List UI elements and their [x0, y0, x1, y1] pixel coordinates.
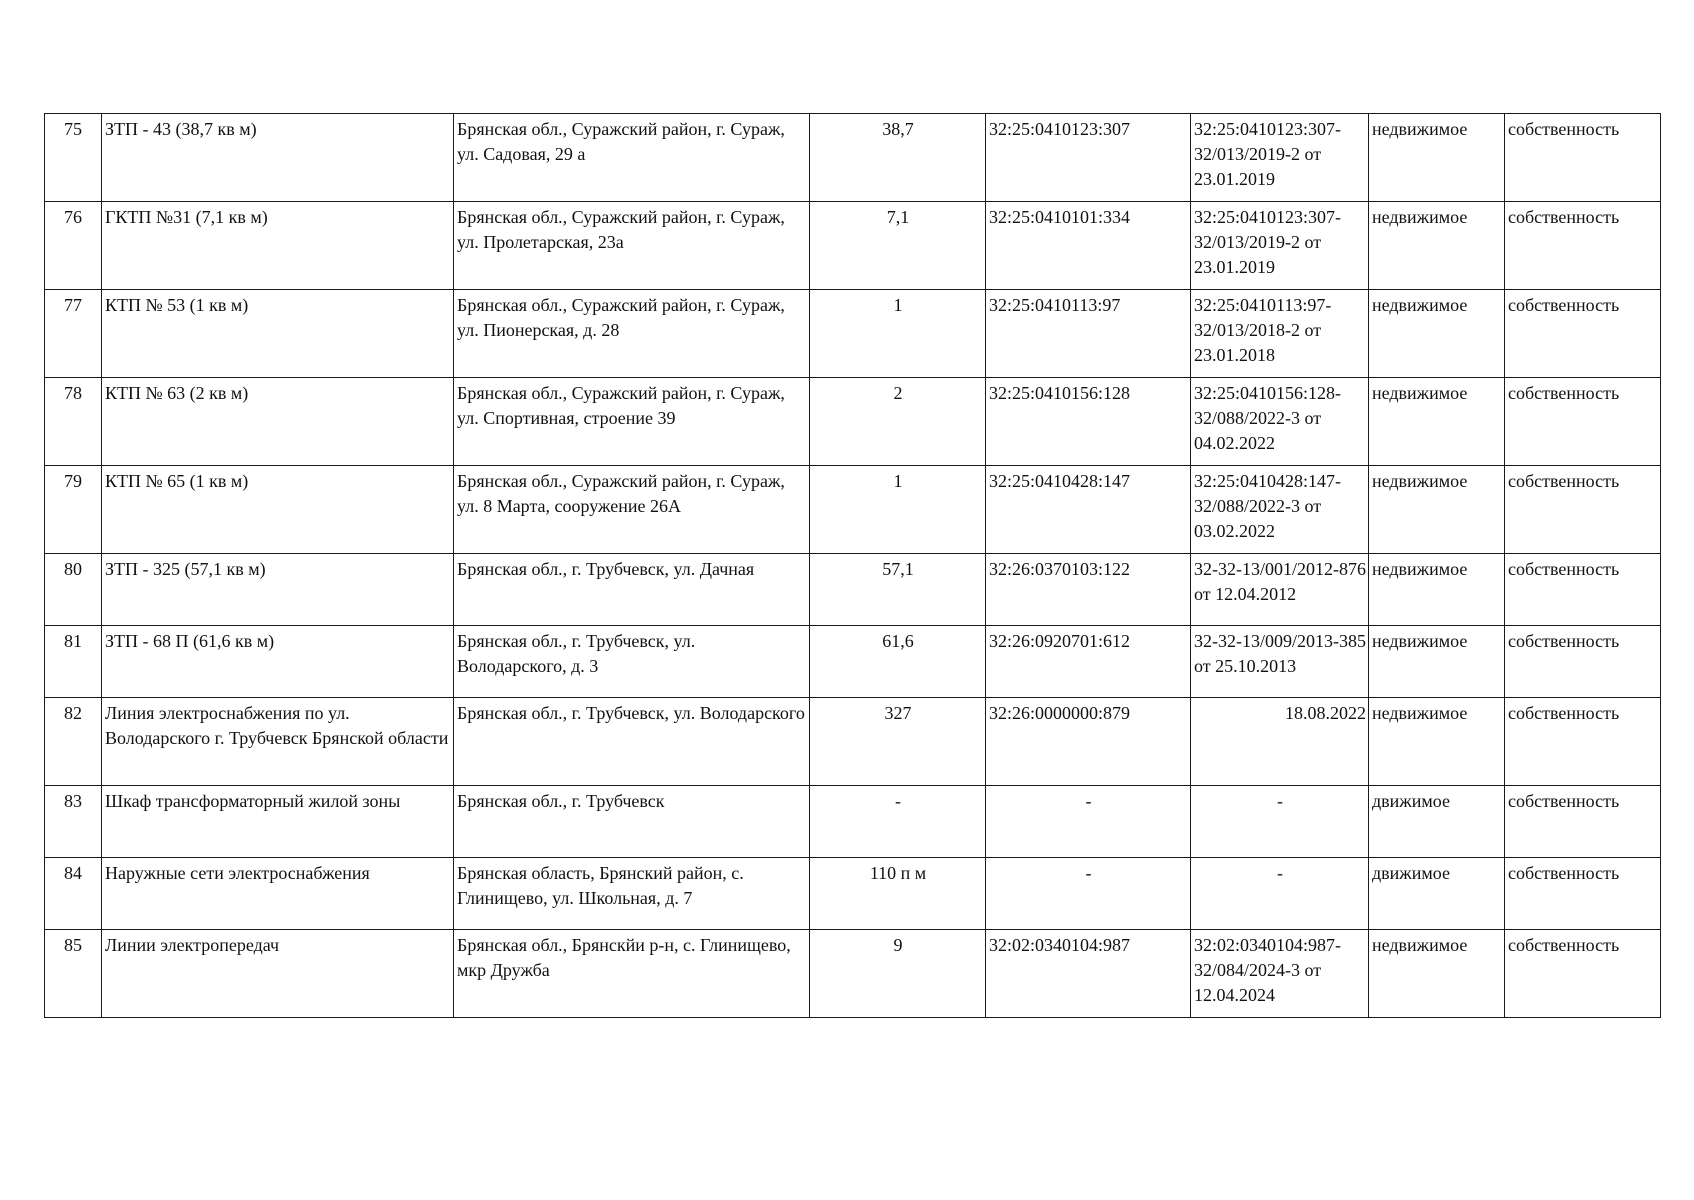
cadastral-number-cell: 32:26:0370103:122 — [986, 554, 1191, 626]
cadastral-number-cell: - — [986, 786, 1191, 858]
object-name-cell: Наружные сети электроснабжения — [102, 858, 454, 930]
property-type-cell: недвижимое — [1369, 554, 1505, 626]
area-cell: - — [810, 786, 986, 858]
address-cell: Брянская обл., г. Трубчевск, ул. Володарского, д. 3 — [454, 626, 810, 698]
property-type-cell: движимое — [1369, 858, 1505, 930]
object-name-cell: ГКТП №31 (7,1 кв м) — [102, 202, 454, 290]
row-number-cell: 77 — [45, 290, 102, 378]
row-number-cell: 75 — [45, 114, 102, 202]
address-cell: Брянская обл., Суражский район, г. Сураж, ул. Садовая, 29 а — [454, 114, 810, 202]
ownership-right-cell: собственность — [1505, 554, 1661, 626]
row-number-cell: 84 — [45, 858, 102, 930]
object-name-cell: КТП № 63 (2 кв м) — [102, 378, 454, 466]
table-row — [45, 290, 1661, 378]
row-number-cell: 76 — [45, 202, 102, 290]
address-cell: Брянская обл., Суражский район, г. Сураж, ул. Пионерская, д. 28 — [454, 290, 810, 378]
row-number-cell: 80 — [45, 554, 102, 626]
object-name-cell: Линии электропередач — [102, 930, 454, 1018]
table-row — [45, 114, 1661, 202]
table-row — [45, 554, 1661, 626]
cadastral-number-cell: 32:25:0410123:307 — [986, 114, 1191, 202]
object-name-cell: ЗТП - 68 П (61,6 кв м) — [102, 626, 454, 698]
registration-cell: 32-32-13/009/2013-385 от 25.10.2013 — [1191, 626, 1369, 698]
table-row — [45, 202, 1661, 290]
object-name-cell: КТП № 53 (1 кв м) — [102, 290, 454, 378]
registration-cell: - — [1191, 858, 1369, 930]
ownership-right-cell: собственность — [1505, 378, 1661, 466]
address-cell: Брянская обл., Суражский район, г. Сураж, ул. Пролетарская, 23а — [454, 202, 810, 290]
table-row — [45, 626, 1661, 698]
property-type-cell: недвижимое — [1369, 378, 1505, 466]
address-cell: Брянская область, Брянский район, с. Глинищево, ул. Школьная, д. 7 — [454, 858, 810, 930]
registration-cell: 32:02:0340104:987-32/084/2024-3 от 12.04.2024 — [1191, 930, 1369, 1018]
table-row — [45, 786, 1661, 858]
ownership-right-cell: собственность — [1505, 466, 1661, 554]
cadastral-number-cell: 32:25:0410156:128 — [986, 378, 1191, 466]
ownership-right-cell: собственность — [1505, 786, 1661, 858]
object-name-cell: ЗТП - 43 (38,7 кв м) — [102, 114, 454, 202]
cadastral-number-cell: 32:02:0340104:987 — [986, 930, 1191, 1018]
ownership-right-cell: собственность — [1505, 626, 1661, 698]
ownership-right-cell: собственность — [1505, 290, 1661, 378]
area-cell: 61,6 — [810, 626, 986, 698]
cadastral-number-cell: 32:25:0410101:334 — [986, 202, 1191, 290]
address-cell: Брянская обл., г. Трубчевск — [454, 786, 810, 858]
area-cell: 1 — [810, 290, 986, 378]
ownership-right-cell: собственность — [1505, 114, 1661, 202]
registration-cell: - — [1191, 786, 1369, 858]
table-row — [45, 698, 1661, 786]
row-number-cell: 83 — [45, 786, 102, 858]
area-cell: 110 п м — [810, 858, 986, 930]
registration-cell: 32:25:0410123:307-32/013/2019-2 от 23.01.2019 — [1191, 114, 1369, 202]
table-row — [45, 466, 1661, 554]
address-cell: Брянская обл., Брянскйи р-н, с. Глинищево, мкр Дружба — [454, 930, 810, 1018]
row-number-cell: 82 — [45, 698, 102, 786]
address-cell: Брянская обл., г. Трубчевск, ул. Володарского — [454, 698, 810, 786]
row-number-cell: 79 — [45, 466, 102, 554]
cadastral-number-cell: 32:26:0920701:612 — [986, 626, 1191, 698]
area-cell: 327 — [810, 698, 986, 786]
address-cell: Брянская обл., Суражский район, г. Сураж, ул. Спортивная, строение 39 — [454, 378, 810, 466]
area-cell: 1 — [810, 466, 986, 554]
ownership-right-cell: собственность — [1505, 930, 1661, 1018]
object-name-cell: КТП № 65 (1 кв м) — [102, 466, 454, 554]
cadastral-number-cell: 32:25:0410113:97 — [986, 290, 1191, 378]
property-table — [44, 113, 1661, 1018]
area-cell: 2 — [810, 378, 986, 466]
property-type-cell: движимое — [1369, 786, 1505, 858]
object-name-cell: ЗТП - 325 (57,1 кв м) — [102, 554, 454, 626]
row-number-cell: 85 — [45, 930, 102, 1018]
registration-cell: 18.08.2022 — [1191, 698, 1369, 786]
table-row — [45, 378, 1661, 466]
area-cell: 7,1 — [810, 202, 986, 290]
row-number-cell: 78 — [45, 378, 102, 466]
cadastral-number-cell: 32:25:0410428:147 — [986, 466, 1191, 554]
registration-cell: 32-32-13/001/2012-876 от 12.04.2012 — [1191, 554, 1369, 626]
cadastral-number-cell: 32:26:0000000:879 — [986, 698, 1191, 786]
property-type-cell: недвижимое — [1369, 466, 1505, 554]
area-cell: 57,1 — [810, 554, 986, 626]
ownership-right-cell: собственность — [1505, 202, 1661, 290]
area-cell: 38,7 — [810, 114, 986, 202]
ownership-right-cell: собственность — [1505, 858, 1661, 930]
registration-cell: 32:25:0410428:147-32/088/2022-3 от 03.02.2022 — [1191, 466, 1369, 554]
property-type-cell: недвижимое — [1369, 114, 1505, 202]
row-number-cell: 81 — [45, 626, 102, 698]
table-row — [45, 858, 1661, 930]
address-cell: Брянская обл., Суражский район, г. Сураж, ул. 8 Марта, сооружение 26А — [454, 466, 810, 554]
object-name-cell: Линия электроснабжения по ул. Володарского г. Трубчевск Брянской области — [102, 698, 454, 786]
property-type-cell: недвижимое — [1369, 930, 1505, 1018]
address-cell: Брянская обл., г. Трубчевск, ул. Дачная — [454, 554, 810, 626]
object-name-cell: Шкаф трансформаторный жилой зоны — [102, 786, 454, 858]
ownership-right-cell: собственность — [1505, 698, 1661, 786]
registration-cell: 32:25:0410113:97-32/013/2018-2 от 23.01.2018 — [1191, 290, 1369, 378]
area-cell: 9 — [810, 930, 986, 1018]
property-type-cell: недвижимое — [1369, 626, 1505, 698]
property-type-cell: недвижимое — [1369, 290, 1505, 378]
registration-cell: 32:25:0410156:128-32/088/2022-3 от 04.02.2022 — [1191, 378, 1369, 466]
cadastral-number-cell: - — [986, 858, 1191, 930]
property-type-cell: недвижимое — [1369, 698, 1505, 786]
table-row — [45, 930, 1661, 1018]
property-type-cell: недвижимое — [1369, 202, 1505, 290]
registration-cell: 32:25:0410123:307-32/013/2019-2 от 23.01.2019 — [1191, 202, 1369, 290]
